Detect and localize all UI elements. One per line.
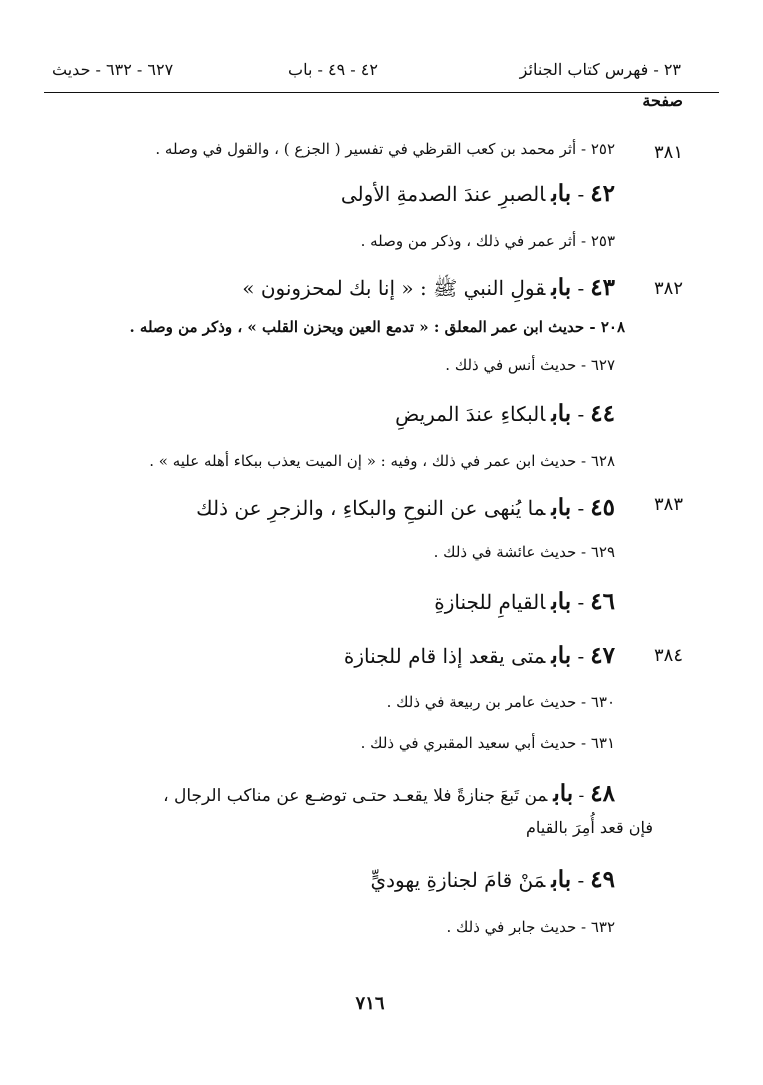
chapter-number: ٤٥	[590, 494, 615, 521]
chapter-number: ٤٦	[590, 588, 615, 615]
chapter-number: ٤٤	[590, 400, 615, 427]
chapter-title: قولِ النبي ﷺ : « إنا بك لمحزونون »	[242, 276, 546, 300]
index-entry: ٢٠٨ - حديث ابن عمر المعلق : « تدمع العين ويحزن القلب » ، وذكر من وصله .	[129, 318, 625, 336]
chapter-number: ٤٣	[590, 274, 615, 301]
chapter-number: ٤٢	[590, 180, 615, 207]
chapter-heading: ٤٦- بابالقيامِ للجنازةِ	[434, 588, 615, 615]
chapter-title-continuation: فإن قعد أُمِرَ بالقيام	[525, 818, 653, 837]
chapter-heading: ٤٣- بابقولِ النبي ﷺ : « إنا بك لمحزونون »	[242, 274, 615, 301]
chapter-keyword: باب	[551, 866, 572, 893]
index-entry: ٦٣٠ - حديث عامر بن ربيعة في ذلك .	[386, 693, 615, 711]
index-entry: ٦٣٢ - حديث جابر في ذلك .	[446, 918, 615, 936]
chapter-heading: ٤٧- بابمتى يقعد إذا قام للجنازة	[343, 642, 615, 669]
chapter-title: من تَبعَ جنازةً فلا يقعـد حتـى توضـع عن مناكب الرجال ،	[163, 786, 548, 806]
page-column-label: صفحة	[642, 91, 683, 110]
index-entry: ٦٢٩ - حديث عائشة في ذلك .	[433, 543, 615, 561]
chapter-heading: ٤٢- بابالصبرِ عندَ الصدمةِ الأولى	[340, 180, 615, 207]
running-header-chapter-range: ٤٢ - ٤٩ - باب	[288, 60, 378, 79]
running-header-title: ٢٣ - فهرس كتاب الجنائز	[519, 60, 681, 79]
chapter-keyword: باب	[551, 400, 572, 427]
index-entry: ٢٥٢ - أثر محمد بن كعب القرظي في تفسير ( الجزع ) ، والقول في وصله .	[155, 140, 615, 158]
chapter-keyword: باب	[551, 494, 572, 521]
chapter-title: متى يقعد إذا قام للجنازة	[343, 644, 546, 668]
chapter-keyword: باب	[551, 180, 572, 207]
chapter-number: ٤٧	[590, 642, 615, 669]
header-rule	[44, 92, 719, 93]
chapter-heading: ٤٥- بابما يُنهى عن النوحِ والبكاءِ ، والزجرِ عن ذلك	[196, 494, 615, 521]
running-header-hadith-range: ٦٢٧ - ٦٣٢ - حديث	[52, 60, 174, 79]
chapter-keyword: باب	[551, 642, 572, 669]
index-entry: ٢٥٣ - أثر عمر في ذلك ، وذكر من وصله .	[360, 232, 615, 250]
chapter-heading: ٤٨- بابمن تَبعَ جنازةً فلا يقعـد حتـى توضـع عن مناكب الرجال ،	[163, 780, 615, 807]
chapter-number: ٤٨	[590, 780, 615, 807]
page-number: ٣٨٣	[653, 494, 683, 515]
chapter-title: البكاءِ عندَ المريضِ	[395, 402, 546, 426]
page-number: ٣٨٤	[653, 645, 683, 666]
chapter-title: مَنْ قامَ لجنازةِ يهوديٍّ	[370, 868, 546, 892]
chapter-keyword: باب	[553, 780, 574, 807]
chapter-number: ٤٩	[590, 866, 615, 893]
index-entry: ٦٢٧ - حديث أنس في ذلك .	[445, 356, 615, 374]
chapter-heading: ٤٤- بابالبكاءِ عندَ المريضِ	[395, 400, 615, 427]
chapter-title: ما يُنهى عن النوحِ والبكاءِ ، والزجرِ عن ذلك	[196, 496, 546, 520]
page-number: ٣٨١	[653, 142, 683, 163]
chapter-heading: ٤٩- بابمَنْ قامَ لجنازةِ يهوديٍّ	[370, 866, 615, 893]
chapter-title: الصبرِ عندَ الصدمةِ الأولى	[340, 182, 546, 206]
index-entry: ٦٢٨ - حديث ابن عمر في ذلك ، وفيه : « إن الميت يعذب ببكاء أهله عليه » .	[149, 452, 615, 470]
index-entry: ٦٣١ - حديث أبي سعيد المقبري في ذلك .	[360, 734, 615, 752]
chapter-keyword: باب	[551, 588, 572, 615]
chapter-keyword: باب	[551, 274, 572, 301]
footer-page-number: ٧١٦	[355, 993, 385, 1014]
chapter-title: القيامِ للجنازةِ	[434, 590, 546, 614]
page-number: ٣٨٢	[653, 278, 683, 299]
